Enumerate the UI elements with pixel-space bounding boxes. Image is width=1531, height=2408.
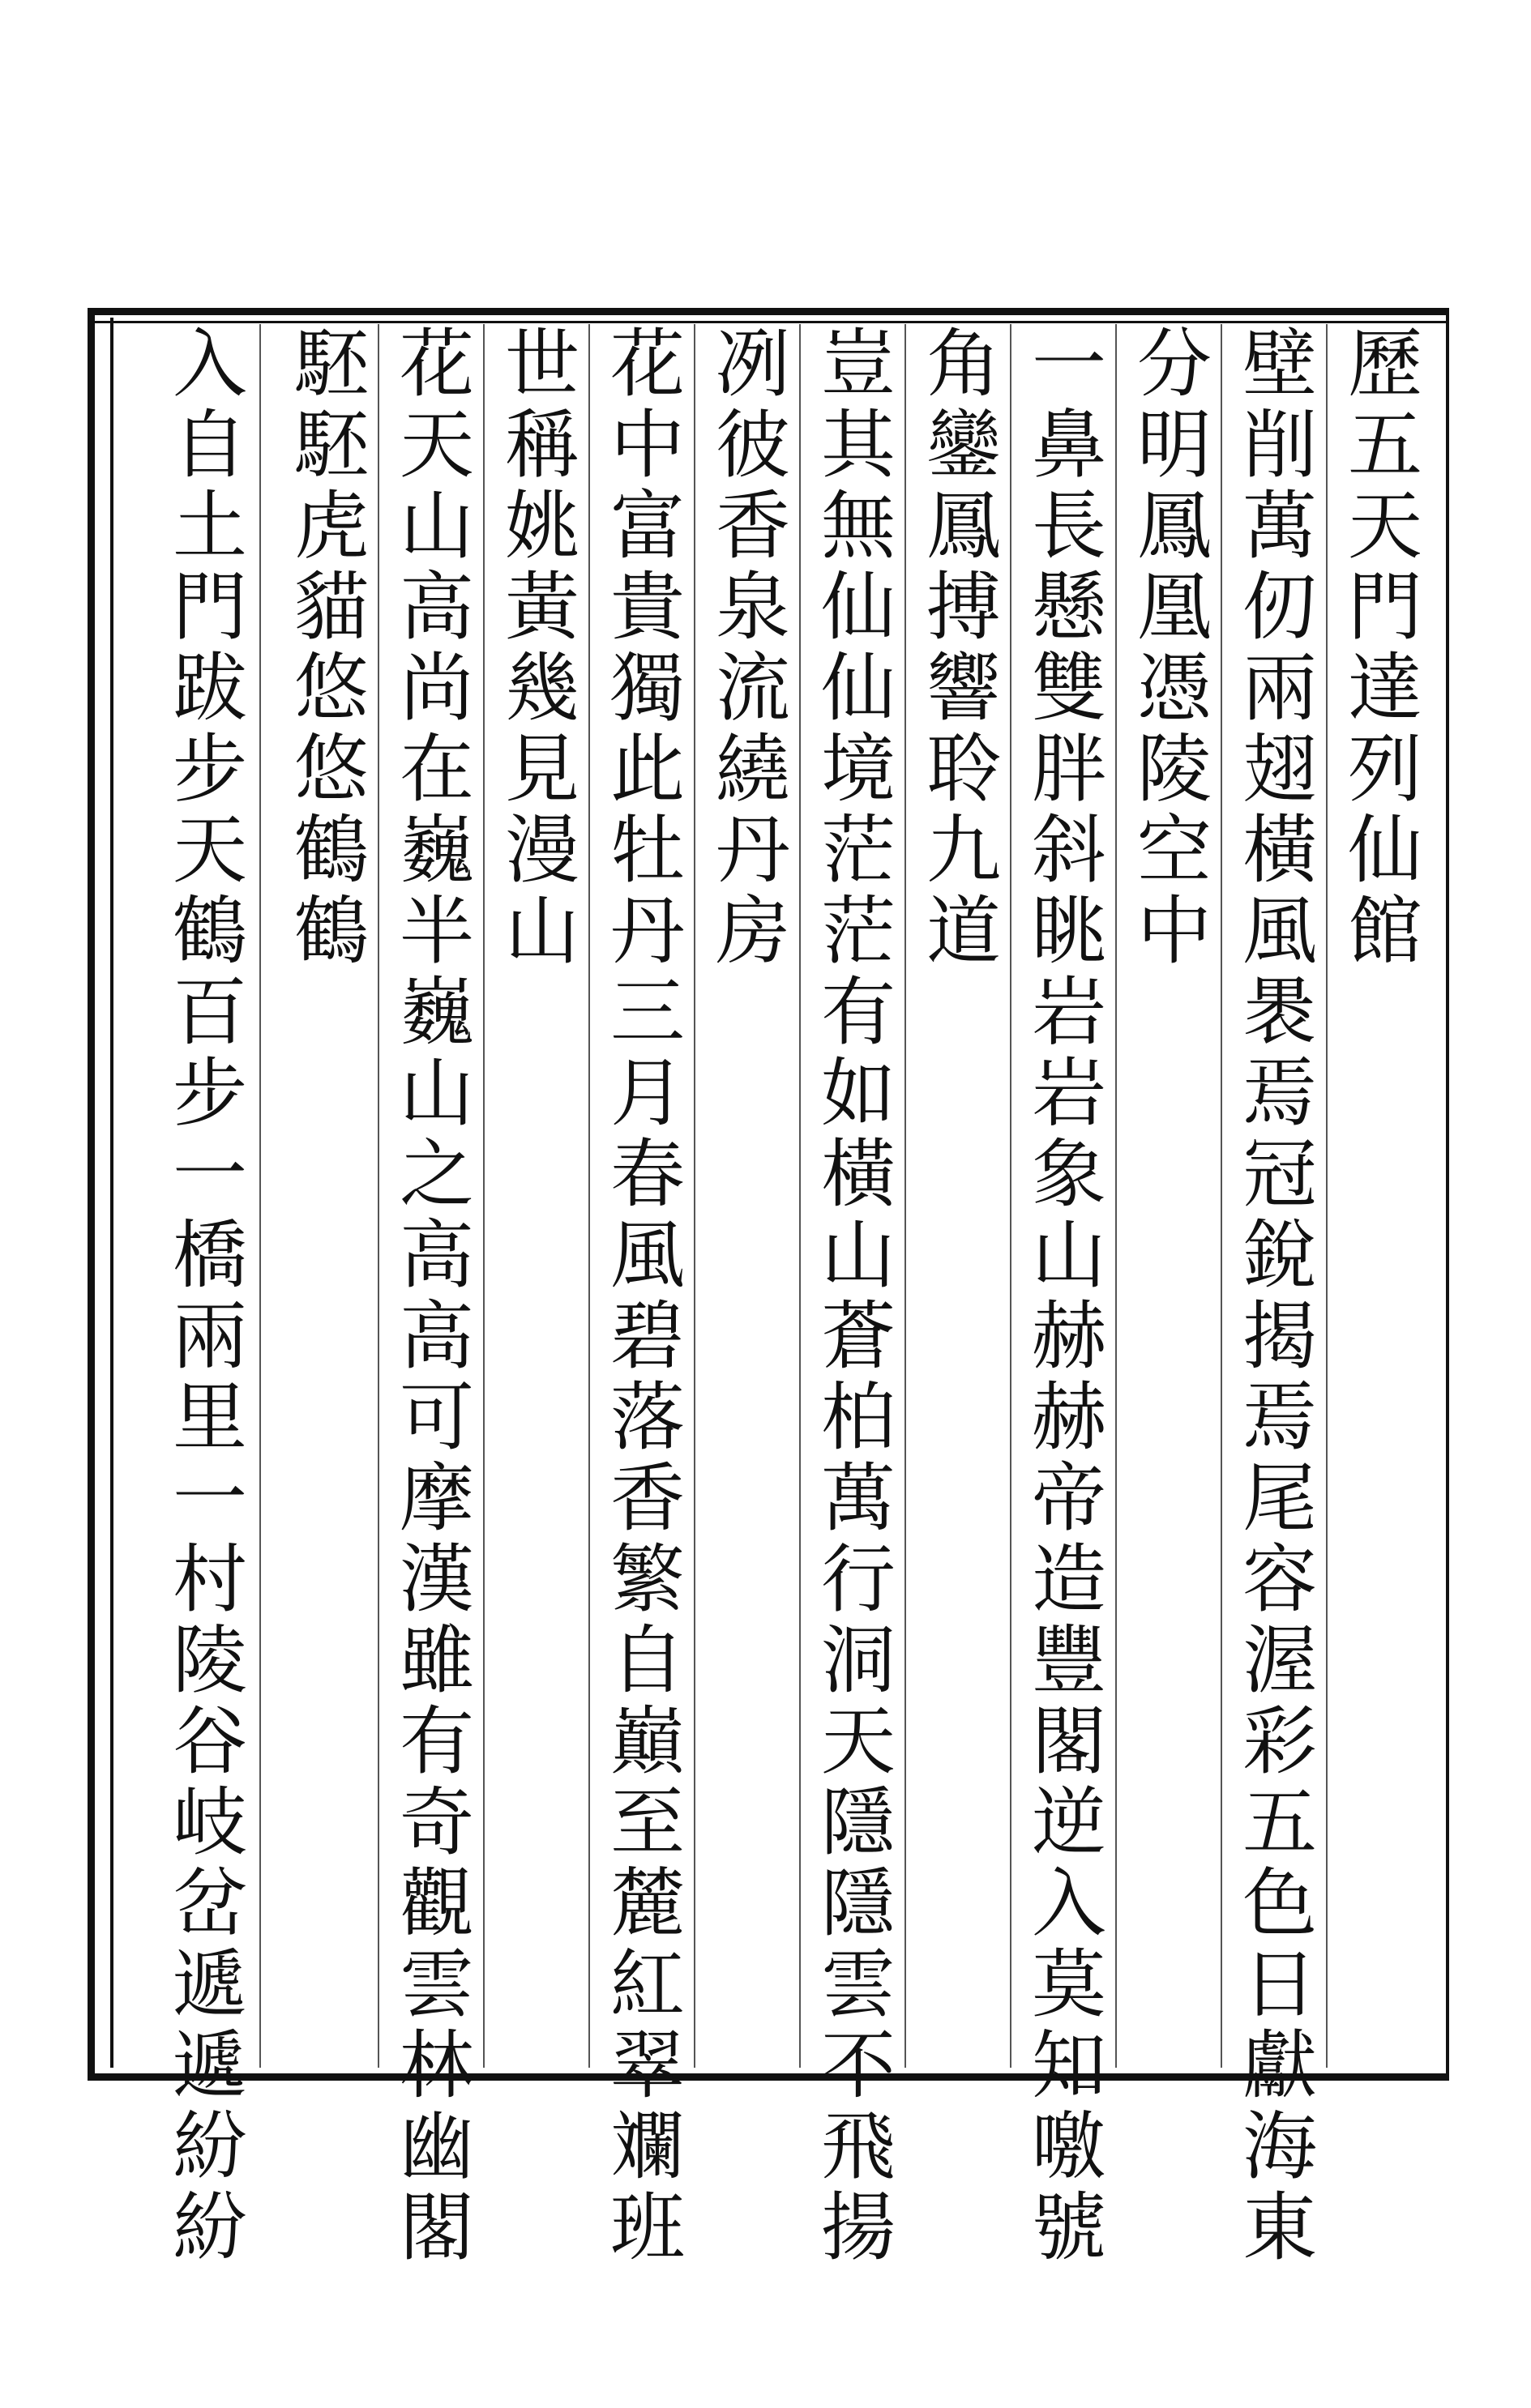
column-11: 駓駓虎貓悠悠鶴鶴 [282, 324, 369, 972]
frame-inner-top-rule [88, 321, 1449, 323]
frame-inner-left-rule [110, 318, 113, 2068]
column-10: 花天山高尚在巍半巍山之高高可摩漢雖有奇觀雲林幽閣 [387, 324, 474, 2269]
column-9: 世稱姚黃幾見漫山 [493, 324, 579, 972]
column-divider [1010, 324, 1011, 2068]
column-divider [259, 324, 261, 2068]
column-divider [1115, 324, 1117, 2068]
column-divider [1326, 324, 1328, 2068]
column-divider [799, 324, 801, 2068]
column-1: 歷五天門達列仙館 [1336, 324, 1422, 972]
column-divider [588, 324, 590, 2068]
column-6: 豈其無仙仙境茫茫有如橫山蒼柏萬行洞天隱隱雲不飛揚 [809, 324, 896, 2269]
column-divider [694, 324, 695, 2068]
column-divider [483, 324, 485, 2068]
column-divider [1221, 324, 1222, 2068]
column-3: 分明鳳凰憑陵空中 [1125, 324, 1212, 972]
column-2: 壁削萬仞兩翅橫風褁焉冠銳揭焉尾容渥彩五色日獻海東 [1230, 324, 1317, 2269]
column-divider [378, 324, 379, 2068]
column-5: 角鑾鳳搏響聆九道 [914, 324, 1001, 972]
column-12: 入自土門跋步天鶴百步一橋兩里一村陵谷岐岔遞遞紛紛 [160, 324, 247, 2269]
column-7: 冽彼香泉流繞丹房 [703, 324, 790, 972]
column-8: 花中富貴獨此牡丹三月春風碧落香繁自巔至麓紅翠斕班 [598, 324, 685, 2269]
column-4: 一鼻長懸雙胖斜眺岩岩象山赫赫帝造豐閣逆入莫知噭號 [1020, 324, 1106, 2269]
column-divider [904, 324, 906, 2068]
